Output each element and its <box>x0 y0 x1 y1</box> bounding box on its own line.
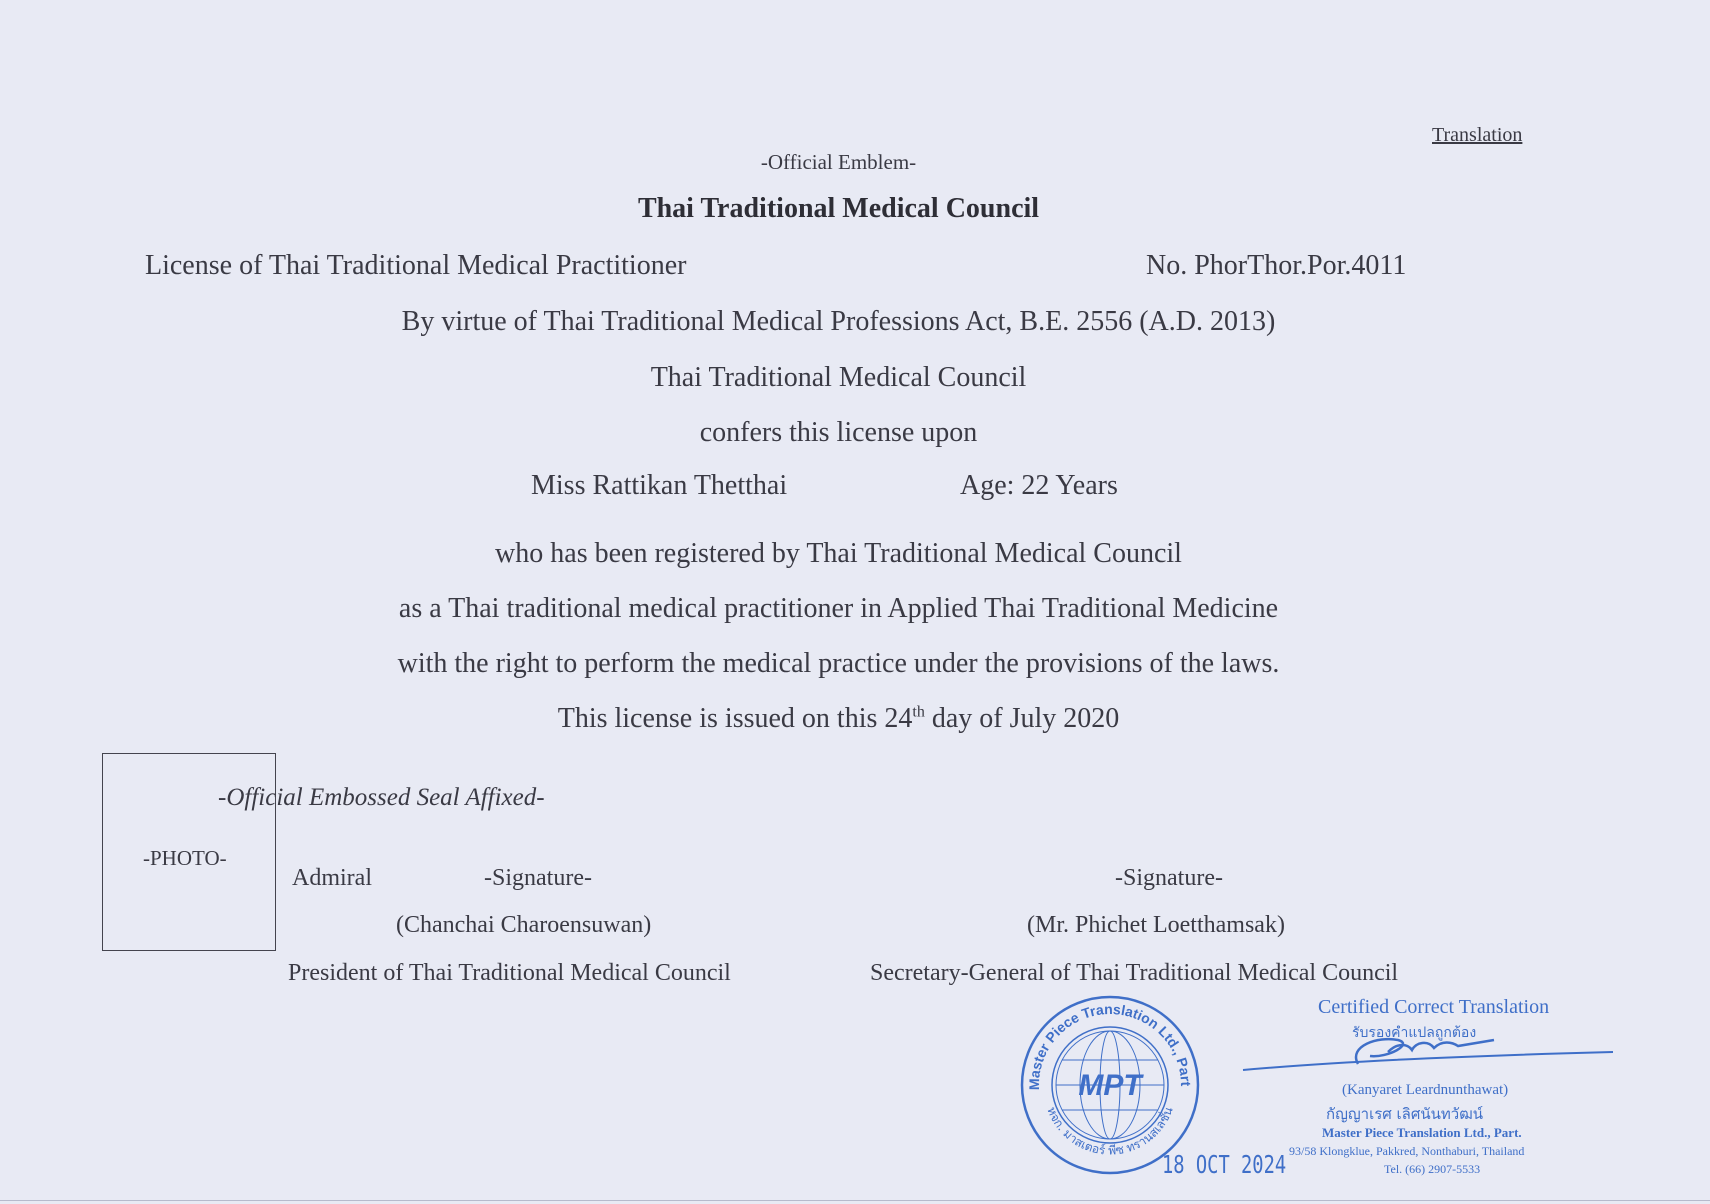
registered-line: who has been registered by Thai Traditional Medical Council <box>495 538 1182 569</box>
practitioner-line: as a Thai traditional medical practitioner in Applied Thai Traditional Medicine <box>398 593 1279 624</box>
secretary-title: Secretary-General of Thai Traditional Medical Council <box>870 960 1399 986</box>
licensee-name: Miss Rattikan Thetthai <box>531 470 788 501</box>
council-line: Thai Traditional Medical Council <box>650 362 1027 393</box>
page-title: Thai Traditional Medical Council <box>637 193 1040 224</box>
translator-signature <box>1238 1022 1618 1082</box>
company-phone: Tel. (66) 2907-5533 <box>1384 1162 1481 1176</box>
issued-line <box>0 703 1677 735</box>
stamp-logo: MPT <box>1078 1069 1142 1102</box>
translator-name-en: (Kanyaret Leardnunthawat) <box>1342 1082 1509 1098</box>
translation-tag: Translation <box>1432 124 1523 146</box>
translator-name-th: กัญญาเรศ เลิศนันทวัฒน์ <box>1326 1105 1484 1123</box>
stamp-ring-text: Master Piece Translation Ltd., Part <box>1025 1000 1195 1091</box>
act-line: By virtue of Thai Traditional Medical Professions Act, B.E. 2556 (A.D. 2013) <box>401 306 1276 337</box>
license-number: No. PhorThor.Por.4011 <box>1146 250 1407 281</box>
date-stamp: 18 OCT 2024 <box>1162 1150 1287 1179</box>
confers-line: confers this license upon <box>699 417 978 448</box>
photo-box <box>102 753 276 951</box>
embossed-seal-note: -Official Embossed Seal Affixed- <box>218 784 545 811</box>
president-rank: Admiral <box>292 865 372 891</box>
photo-label: -PHOTO- <box>143 846 227 870</box>
president-title: President of Thai Traditional Medical Council <box>288 960 731 986</box>
stamp-thai-text: หจก. มาสเตอร์ พีซ ทรานสเลชั่น <box>1044 1104 1176 1158</box>
issued-suffix: day of July 2020 <box>924 703 1120 734</box>
secretary-name: (Mr. Phichet Loetthamsak) <box>1027 912 1285 938</box>
issued-prefix: This license is issued on this 24 <box>557 703 913 734</box>
licensee-age: Age: 22 Years <box>960 470 1118 501</box>
company-address: 93/58 Klongklue, Pakkred, Nonthaburi, Thailand <box>1289 1144 1525 1158</box>
translation-company: Master Piece Translation Ltd., Part. <box>1322 1125 1522 1140</box>
official-emblem-note: -Official Emblem- <box>760 150 917 174</box>
issued-sup: th <box>912 703 925 721</box>
certification-thai-heading: รับรองคำแปลถูกต้อง <box>1352 1025 1477 1041</box>
license-title: License of Thai Traditional Medical Practitioner <box>145 250 687 281</box>
rights-line: with the right to perform the medical practice under the provisions of the laws. <box>397 648 1280 679</box>
secretary-signature: -Signature- <box>1115 865 1223 891</box>
page-bottom-edge <box>0 1200 1710 1201</box>
certification-heading: Certified Correct Translation <box>1318 996 1550 1018</box>
president-signature: -Signature- <box>484 865 592 891</box>
president-name: (Chanchai Charoensuwan) <box>396 912 652 938</box>
